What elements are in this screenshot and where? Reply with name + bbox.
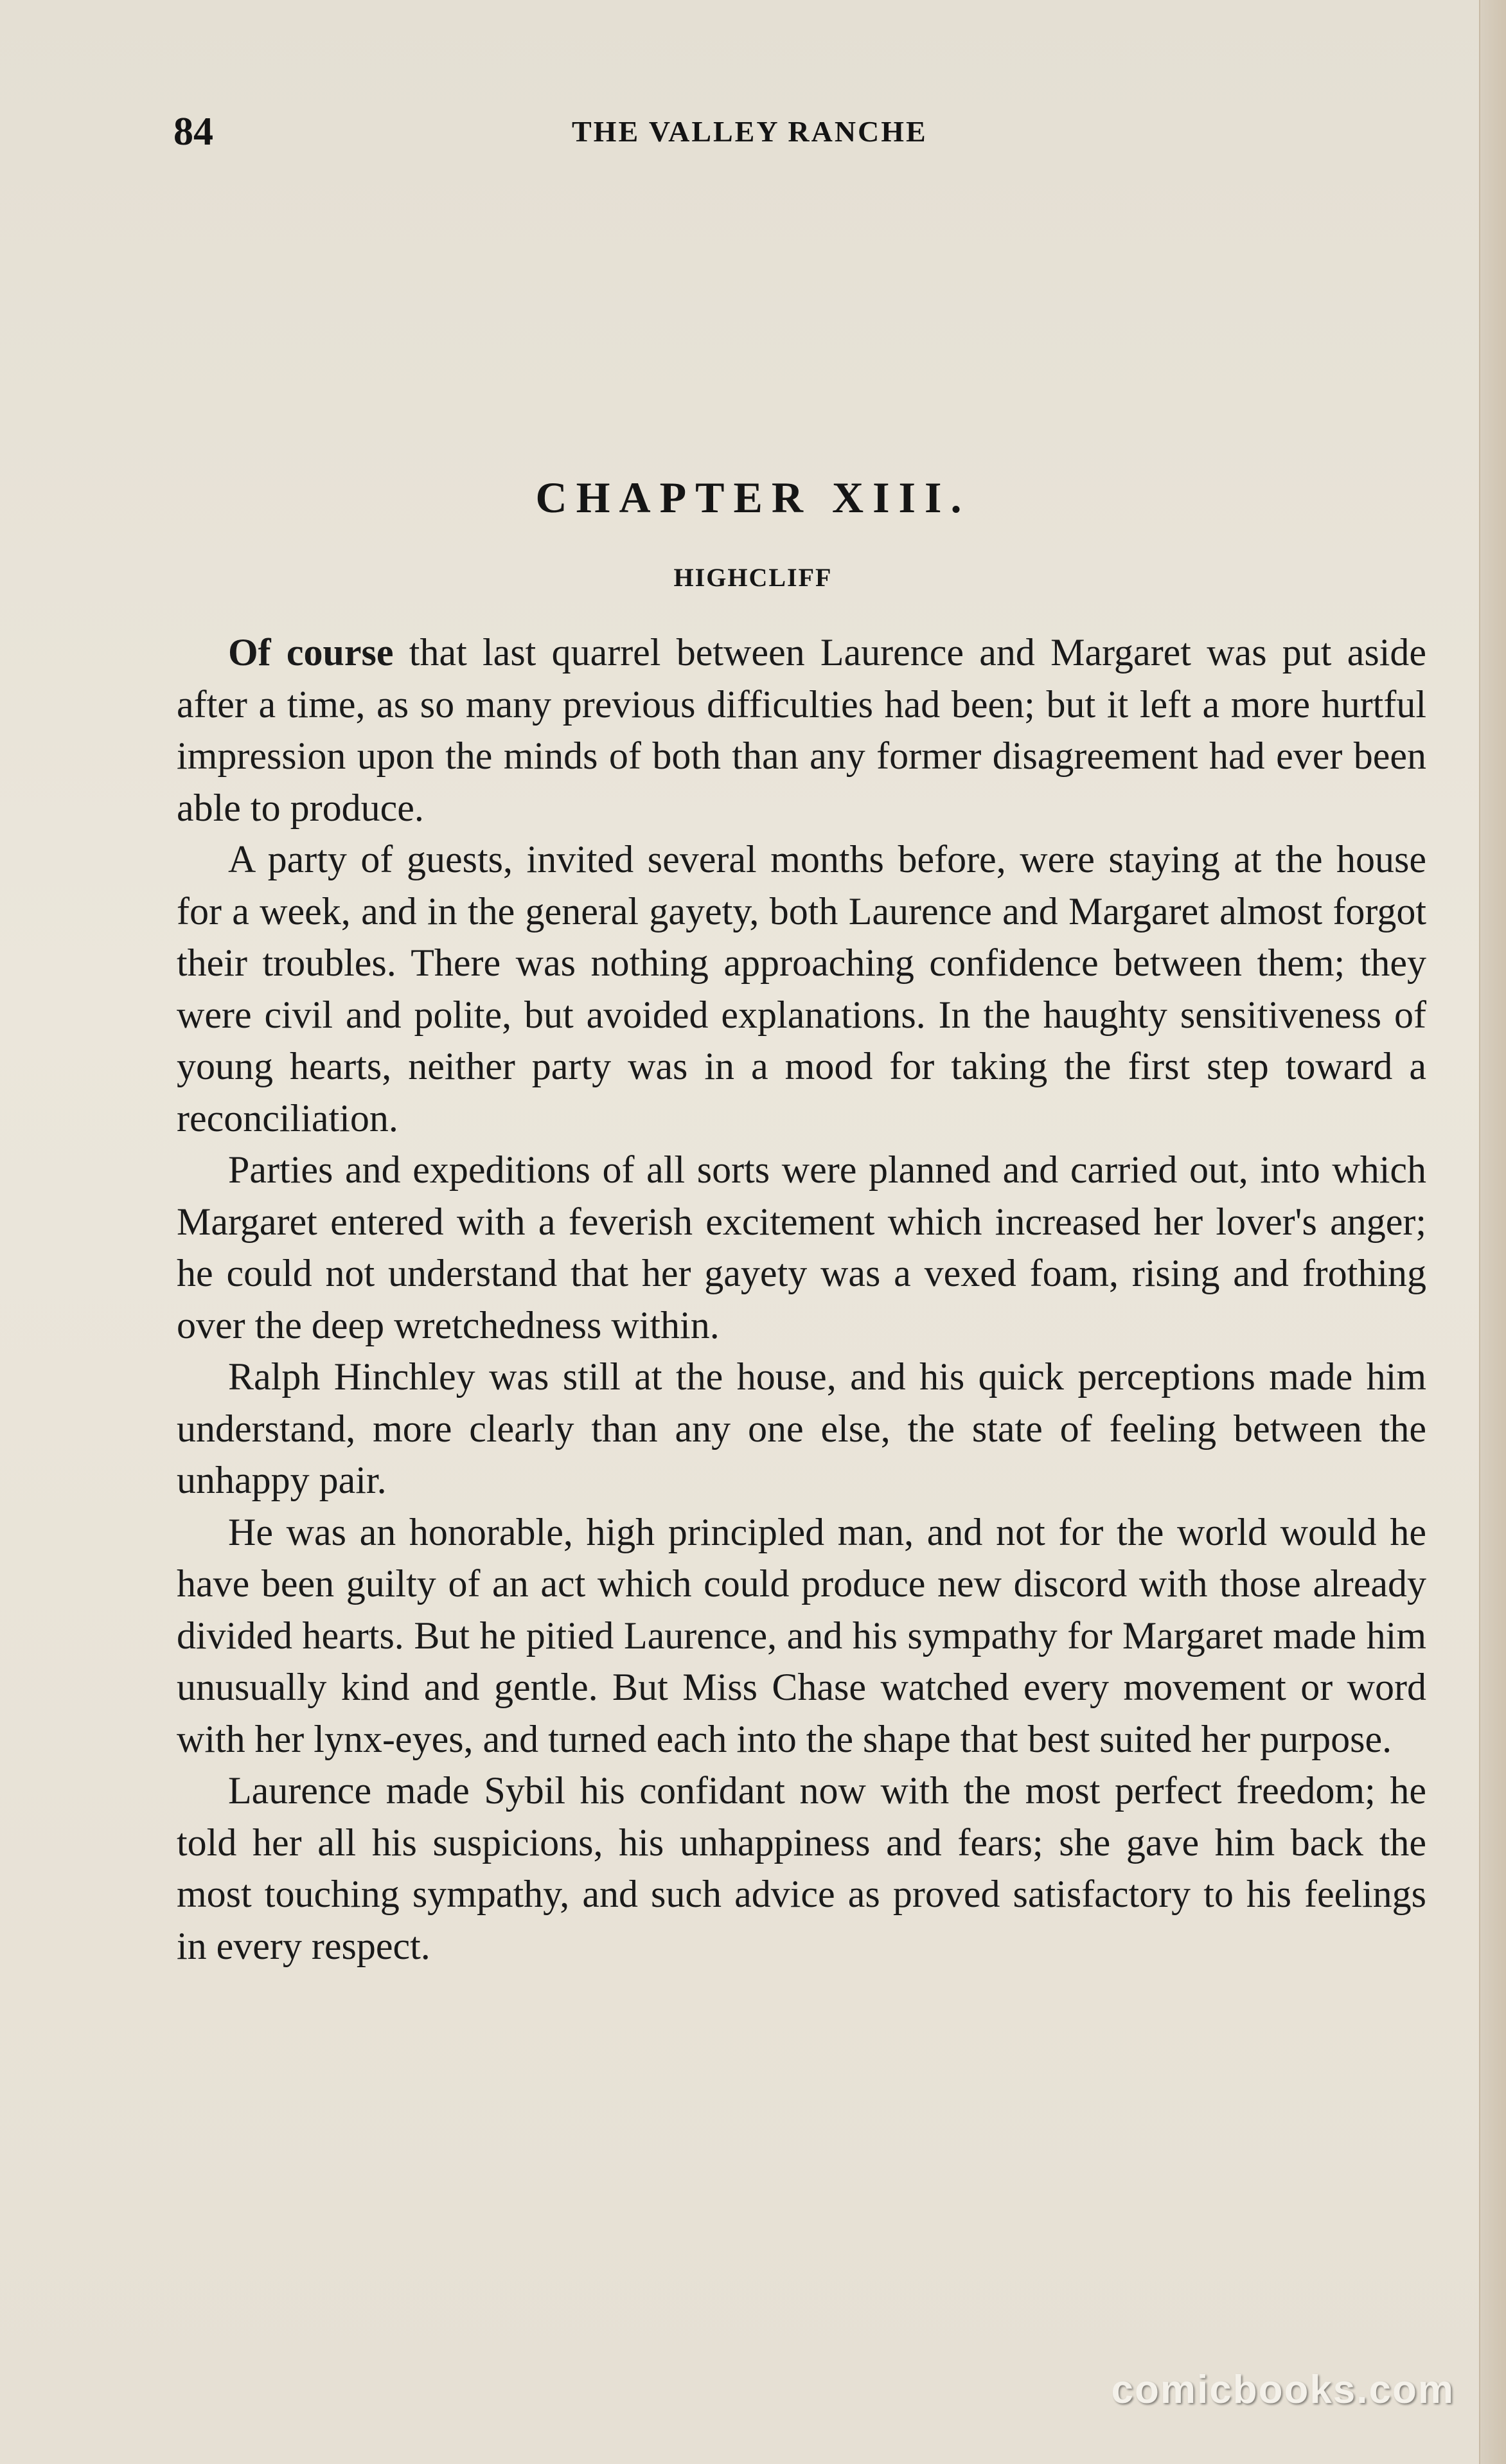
paragraph: [177, 1144, 1426, 1351]
paragraph: [177, 1506, 1426, 1765]
page-number: 84: [173, 110, 213, 154]
paragraph: [177, 1765, 1426, 1972]
paragraph-text: Laurence made Sybil his confidant now with the most perfect freedom; he told her all his suspicions, his unhappiness and fears; she gave him back the most touching sympathy, and such advice as proved satisfactory to his feelings in every respect.: [177, 1769, 1426, 1967]
paragraph-text: that last quarrel between Laurence and Margaret was put aside after a time, as so many previous difficulties had been; but it left a more hurtful impression upon the minds of both than any former disagreement had ever been able to produce.: [177, 631, 1427, 829]
paragraph-text: Ralph Hinchley was still at the house, and his quick perceptions made him understand, more clearly than any one else, the state of feeling between the unhappy pair.: [177, 1355, 1426, 1501]
paragraph: [177, 1351, 1426, 1506]
paragraph: [177, 627, 1426, 834]
page-edge: [1479, 0, 1506, 2464]
paragraph: [177, 834, 1426, 1144]
paragraph-text: A party of guests, invited several months before, were staying at the house for a week, and in the general gayety, both Laurence and Margaret almost forgot their troubles. There was nothing approaching confidence between them; they were civil and polite, but avoided explanations. In the haughty sensitiveness of young hearts, neither party was in a mood for taking the first step toward a reconciliation.: [177, 838, 1426, 1139]
chapter-subtitle: HIGHCLIFF: [673, 563, 833, 592]
body-text: [177, 627, 1426, 1972]
paragraph-text: Parties and expeditions of all sorts were planned and carried out, into which Margaret entered with a feverish excitement which increased her lover's anger; he could not understand that her gayety was a vexed foam, rising and frothing over the deep wretchedness within.: [177, 1148, 1426, 1346]
page-header: [173, 109, 1433, 167]
chapter-title: CHAPTER XIII.: [535, 473, 971, 522]
paragraph-lead: Of course: [228, 631, 394, 674]
paragraph-text: He was an honorable, high principled man, and not for the world would he have been guilty of an act which could produce new discord with those already divided hearts. But he pitied Laurence, and his sympathy for Margaret made him unusually kind and gentle. But Miss Chase watched every movement or word with her lynx-eyes, and turned each into the shape that best suited her purpose.: [177, 1510, 1426, 1760]
watermark: comicbooks.com: [1111, 2368, 1455, 2412]
running-title: THE VALLEY RANCHE: [572, 115, 928, 148]
